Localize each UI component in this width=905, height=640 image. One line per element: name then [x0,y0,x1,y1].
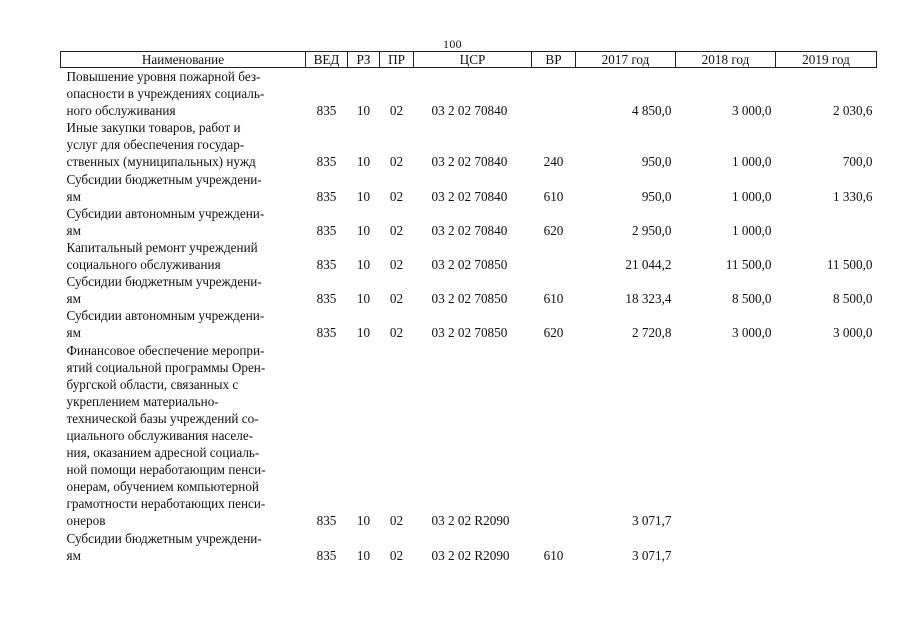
cell-name [61,307,306,341]
cell-csr: 03 2 02 R2090 [431,513,510,529]
cell-2018: 1 000,0 [731,222,772,238]
cell-name [61,273,306,307]
cell-2019: 700,0 [842,154,873,170]
cell-2018: 3 000,0 [731,325,772,341]
cell-pr: 02 [389,547,404,563]
cell-2019 [776,342,877,530]
table-row [61,307,877,341]
header-2019: 2019 год [776,52,877,68]
cell-2018: 3 000,0 [731,103,772,119]
name-line: Субсидии автономным учреждени- [66,205,265,221]
cell-rz: 10 [356,188,371,204]
cell-ved: 835 [316,513,337,529]
table-row [61,273,877,307]
budget-table [60,51,877,564]
name-line: ям [66,547,81,563]
table-row [61,239,877,273]
name-line: услуг для обеспечения государ- [66,137,245,153]
name-line: ного обслуживания [66,103,176,119]
name-line: бургской области, связанных с [66,376,239,392]
name-line: опасности в учреждениях социаль- [66,86,265,102]
table-row [61,342,877,530]
cell-name [61,205,306,239]
cell-2019: 8 500,0 [832,291,873,307]
cell-vr [532,239,576,273]
name-line: Иные закупки товаров, работ и [66,120,241,136]
cell-name [61,171,306,205]
table-body [61,68,877,564]
name-line: Финансовое обеспечение меропри- [66,342,265,358]
cell-rz: 10 [356,513,371,529]
cell-vr: 620 [543,222,564,238]
cell-vr [532,68,576,120]
name-line: онеров [66,513,106,529]
cell-rz: 10 [356,103,371,119]
cell-2019 [776,205,877,239]
cell-2017: 2 950,0 [631,222,672,238]
name-line: ния, оказанием адресной социаль- [66,445,260,461]
name-line: Субсидии бюджетным учреждени- [66,171,262,187]
cell-2019: 11 500,0 [826,257,873,273]
name-line: ям [66,325,81,341]
cell-rz: 10 [356,547,371,563]
header-2017: 2017 год [576,52,676,68]
cell-2017: 2 720,8 [631,325,672,341]
cell-pr: 02 [389,154,404,170]
cell-name [61,119,306,170]
cell-pr: 02 [389,325,404,341]
name-line: онерам, обучением компьютерной [66,479,259,495]
cell-2018 [676,342,776,530]
cell-ved: 835 [316,291,337,307]
cell-vr: 610 [543,188,564,204]
header-pr: ПР [380,52,414,68]
table-row [61,205,877,239]
table-header-row [61,52,877,68]
table-row [61,119,877,170]
header-vr: ВР [532,52,576,68]
cell-2018 [676,530,776,564]
cell-vr [532,342,576,530]
cell-pr: 02 [389,291,404,307]
cell-name [61,530,306,564]
cell-csr: 03 2 02 70850 [431,325,508,341]
cell-csr: 03 2 02 70840 [431,103,508,119]
cell-vr: 620 [543,325,564,341]
cell-2018: 8 500,0 [731,291,772,307]
page-number: 100 [443,37,462,51]
cell-pr: 02 [389,103,404,119]
cell-ved: 835 [316,103,337,119]
cell-vr: 240 [543,154,564,170]
header-2018: 2018 год [676,52,776,68]
name-line: ной помощи неработающим пенси- [66,462,266,478]
cell-2017: 950,0 [641,154,672,170]
header-csr: ЦСР [414,52,532,68]
table-row [61,530,877,564]
cell-rz: 10 [356,222,371,238]
name-line: ям [66,291,81,307]
cell-2018: 11 500,0 [725,257,772,273]
table-row [61,171,877,205]
cell-csr: 03 2 02 R2090 [431,547,510,563]
cell-name [61,239,306,273]
name-line: технической базы учреждений со- [66,410,259,426]
name-line: Капитальный ремонт учреждений [66,239,258,255]
cell-name [61,68,306,120]
cell-2019: 1 330,6 [832,188,873,204]
name-line: грамотности неработающих пенси- [66,496,266,512]
header-ved: ВЕД [306,52,348,68]
cell-csr: 03 2 02 70840 [431,222,508,238]
name-line: Субсидии бюджетным учреждени- [66,530,262,546]
cell-rz: 10 [356,325,371,341]
name-line: ственных (муниципальных) нужд [66,154,256,170]
cell-2017: 3 071,7 [631,513,672,529]
cell-ved: 835 [316,188,337,204]
cell-ved: 835 [316,154,337,170]
name-line: укреплением материально- [66,393,219,409]
header-rz: РЗ [348,52,380,68]
name-line: социального обслуживания [66,257,221,273]
cell-2017: 4 850,0 [631,103,672,119]
name-line: Повышение уровня пожарной без- [66,69,261,84]
cell-vr: 610 [543,291,564,307]
cell-rz: 10 [356,291,371,307]
cell-pr: 02 [389,513,404,529]
cell-2017: 18 323,4 [625,291,672,307]
cell-ved: 835 [316,325,337,341]
name-line: ям [66,188,81,204]
cell-pr: 02 [389,257,404,273]
cell-ved: 835 [316,257,337,273]
cell-2019: 2 030,6 [832,103,873,119]
cell-2018: 1 000,0 [731,188,772,204]
cell-2017: 21 044,2 [625,257,672,273]
cell-2019: 3 000,0 [832,325,873,341]
cell-ved: 835 [316,222,337,238]
name-line: ям [66,222,81,238]
name-line: циального обслуживания населе- [66,427,254,443]
name-line: Субсидии автономным учреждени- [66,308,265,324]
cell-ved: 835 [316,547,337,563]
cell-pr: 02 [389,222,404,238]
cell-vr: 610 [543,547,564,563]
cell-rz: 10 [356,154,371,170]
cell-csr: 03 2 02 70850 [431,257,508,273]
cell-pr: 02 [389,188,404,204]
cell-2018: 1 000,0 [731,154,772,170]
cell-name [61,342,306,530]
cell-csr: 03 2 02 70850 [431,291,508,307]
header-name: Наименование [61,52,306,68]
table-row [61,68,877,120]
cell-csr: 03 2 02 70840 [431,188,508,204]
name-line: Субсидии бюджетным учреждени- [66,274,262,290]
name-line: ятий социальной программы Орен- [66,359,266,375]
cell-rz: 10 [356,257,371,273]
cell-csr: 03 2 02 70840 [431,154,508,170]
cell-2017: 950,0 [641,188,672,204]
cell-2019 [776,530,877,564]
cell-2017: 3 071,7 [631,547,672,563]
